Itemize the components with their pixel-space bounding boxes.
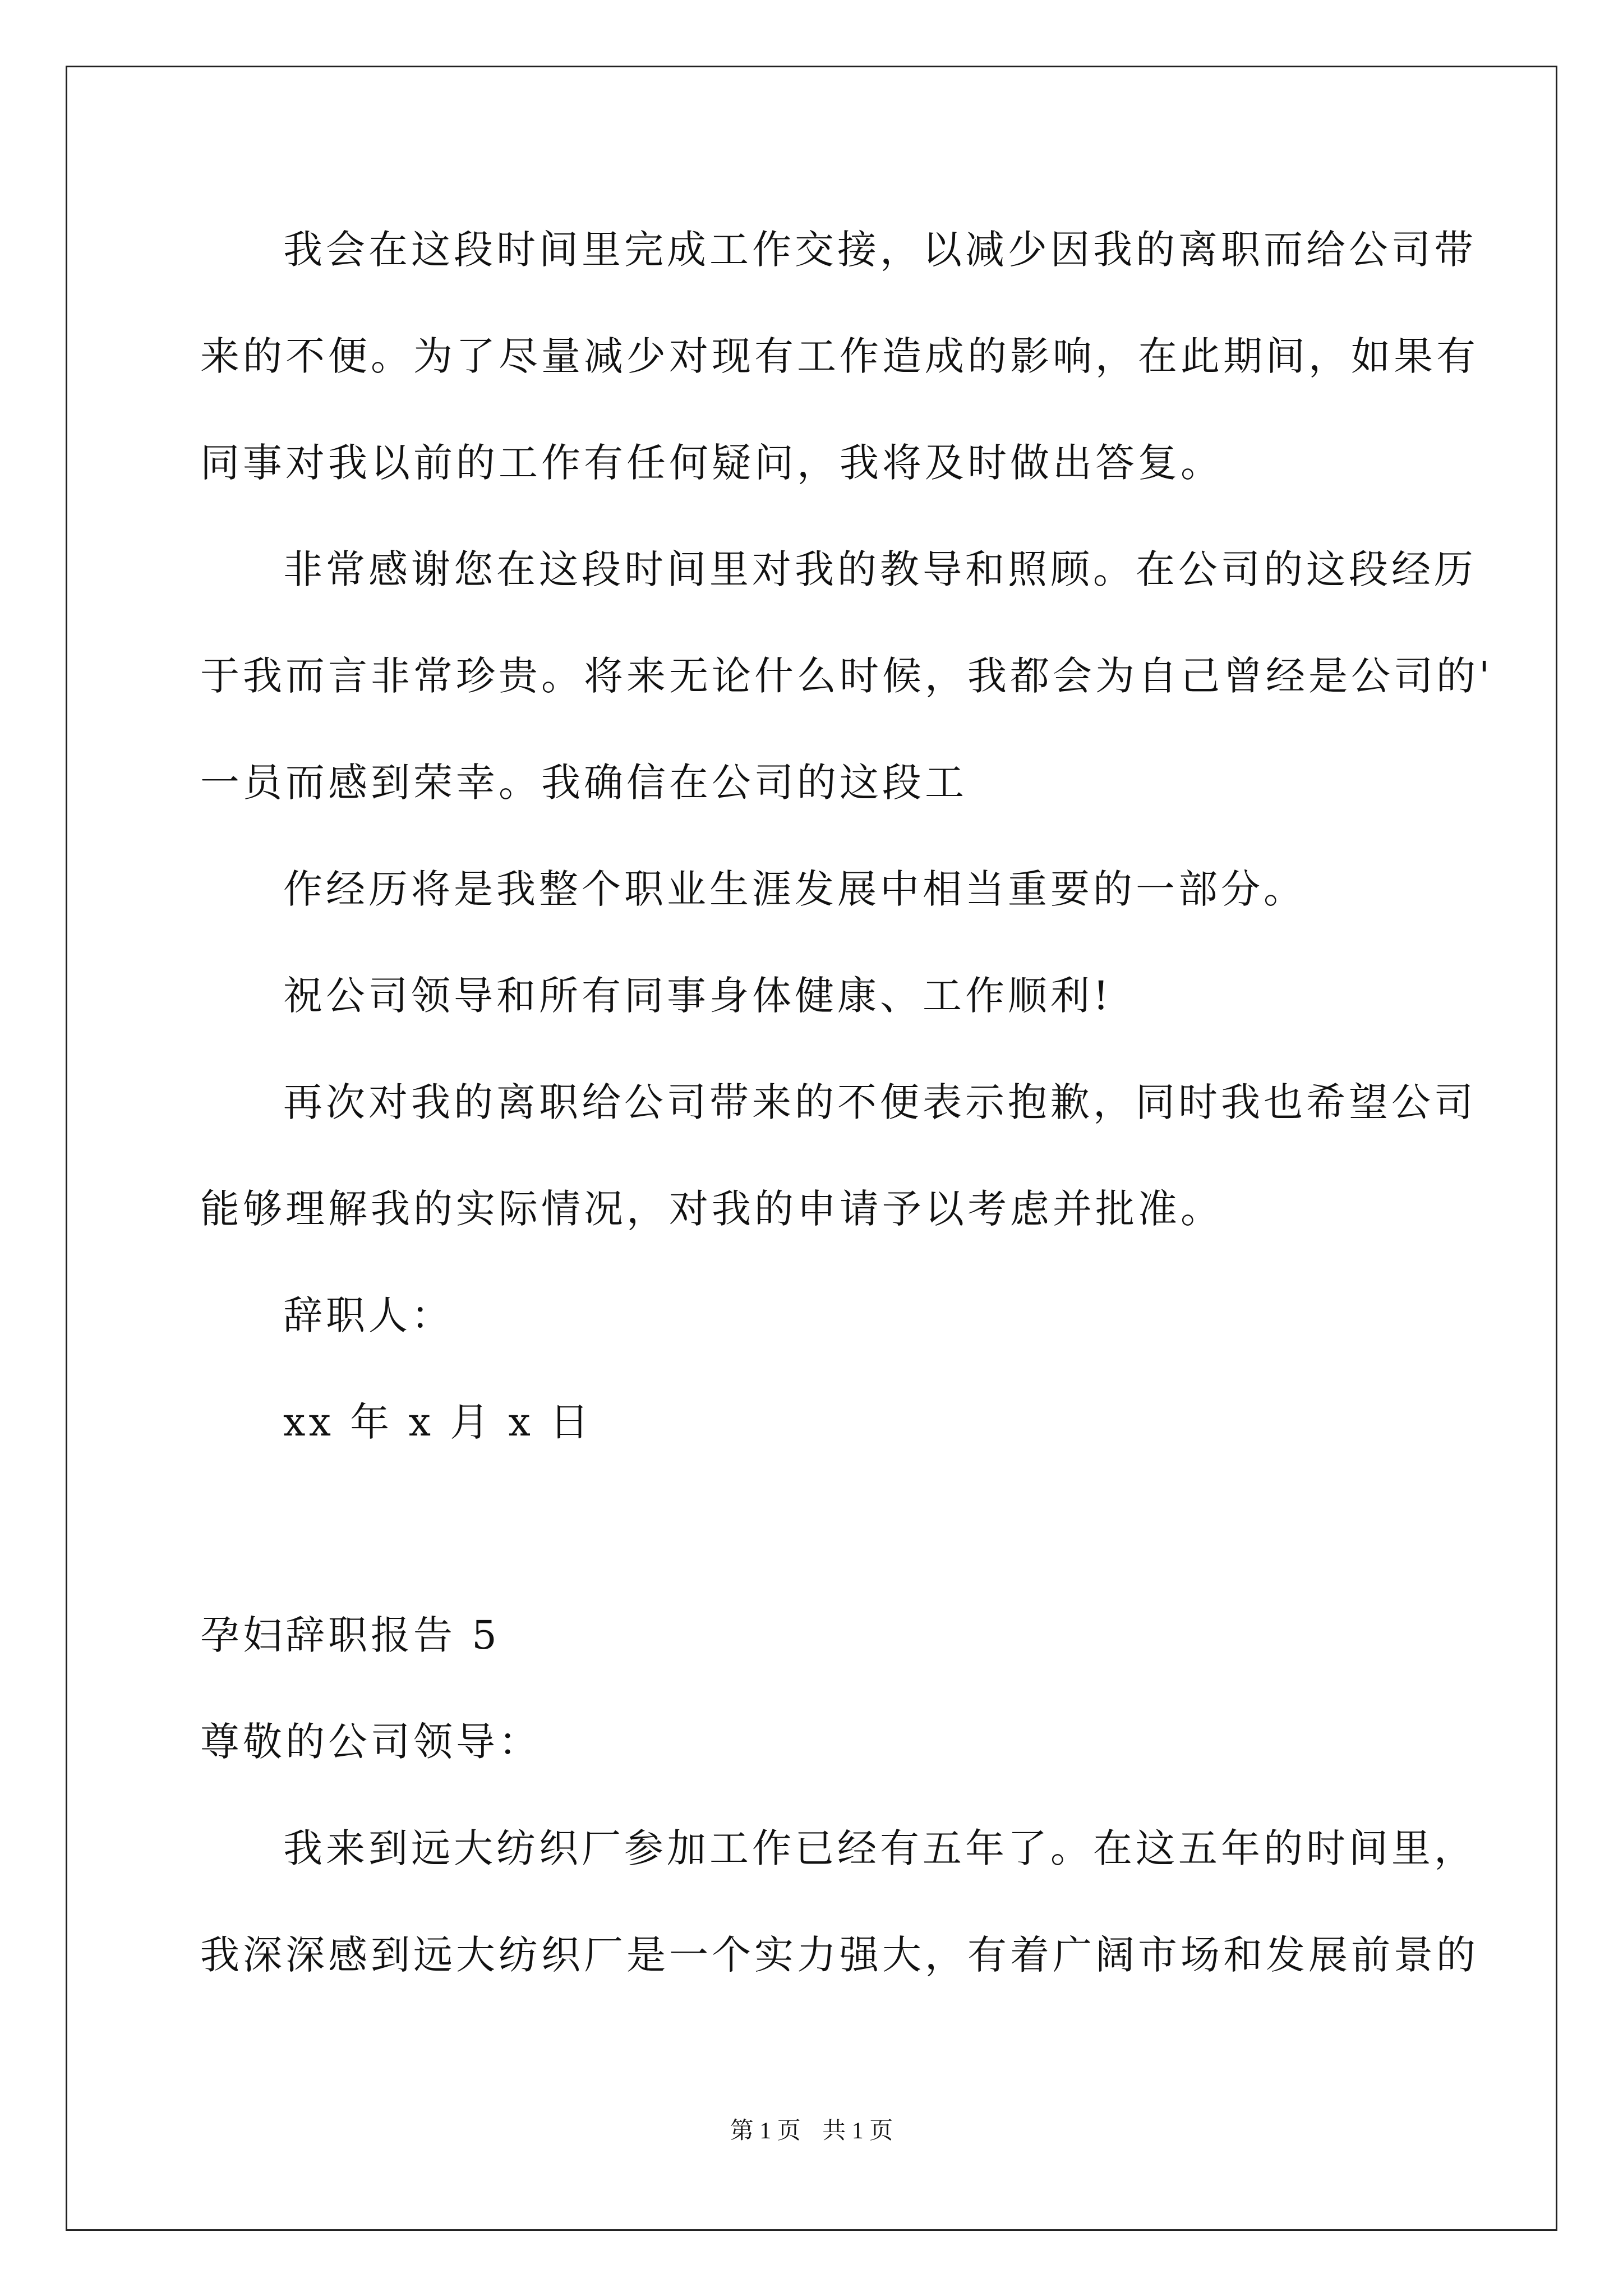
page-footer [0, 2119, 1623, 2143]
section-title: 孕妇辞职报告 5 [200, 1612, 500, 1658]
paragraph-line: 能够理解我的实际情况，对我的申请予以考虑并批准。 [200, 1186, 1223, 1232]
paragraph-line: 作经历将是我整个职业生涯发展中相当重要的一部分。 [283, 866, 1306, 912]
paragraph-line: 同事对我以前的工作有任何疑问，我将及时做出答复。 [200, 440, 1223, 486]
paragraph-line: 我深深感到远大纺织厂是一个实力强大，有着广阔市场和发展前景的 [200, 1932, 1479, 1978]
paragraph-line: 来的不便。为了尽量减少对现有工作造成的影响，在此期间，如果有 [200, 333, 1479, 379]
page-border [66, 66, 1557, 2231]
salutation: 尊敬的公司领导： [200, 1719, 541, 1765]
paragraph-line: 再次对我的离职给公司带来的不便表示抱歉，同时我也希望公司 [283, 1079, 1477, 1125]
paragraph-line: 于我而言非常珍贵。将来无论什么时候，我都会为自己曾经是公司的' [200, 653, 1493, 699]
paragraph-line: 祝公司领导和所有同事身体健康、工作顺利! [283, 973, 1113, 1019]
date-line: xx 年 x 月 x 日 [283, 1399, 593, 1445]
page-number-current: 第 1 页 [730, 2118, 801, 2144]
page-number-total: 共 1 页 [822, 2118, 893, 2144]
paragraph-line: 非常感谢您在这段时间里对我的教导和照顾。在公司的这段经历 [283, 546, 1477, 592]
signature-label: 辞职人： [283, 1292, 454, 1338]
paragraph-line: 我会在这段时间里完成工作交接，以减少因我的离职而给公司带 [283, 227, 1477, 273]
paragraph-line: 我来到远大纺织厂参加工作已经有五年了。在这五年的时间里， [283, 1825, 1477, 1871]
paragraph-line: 一员而感到荣幸。我确信在公司的这段工 [200, 760, 967, 806]
